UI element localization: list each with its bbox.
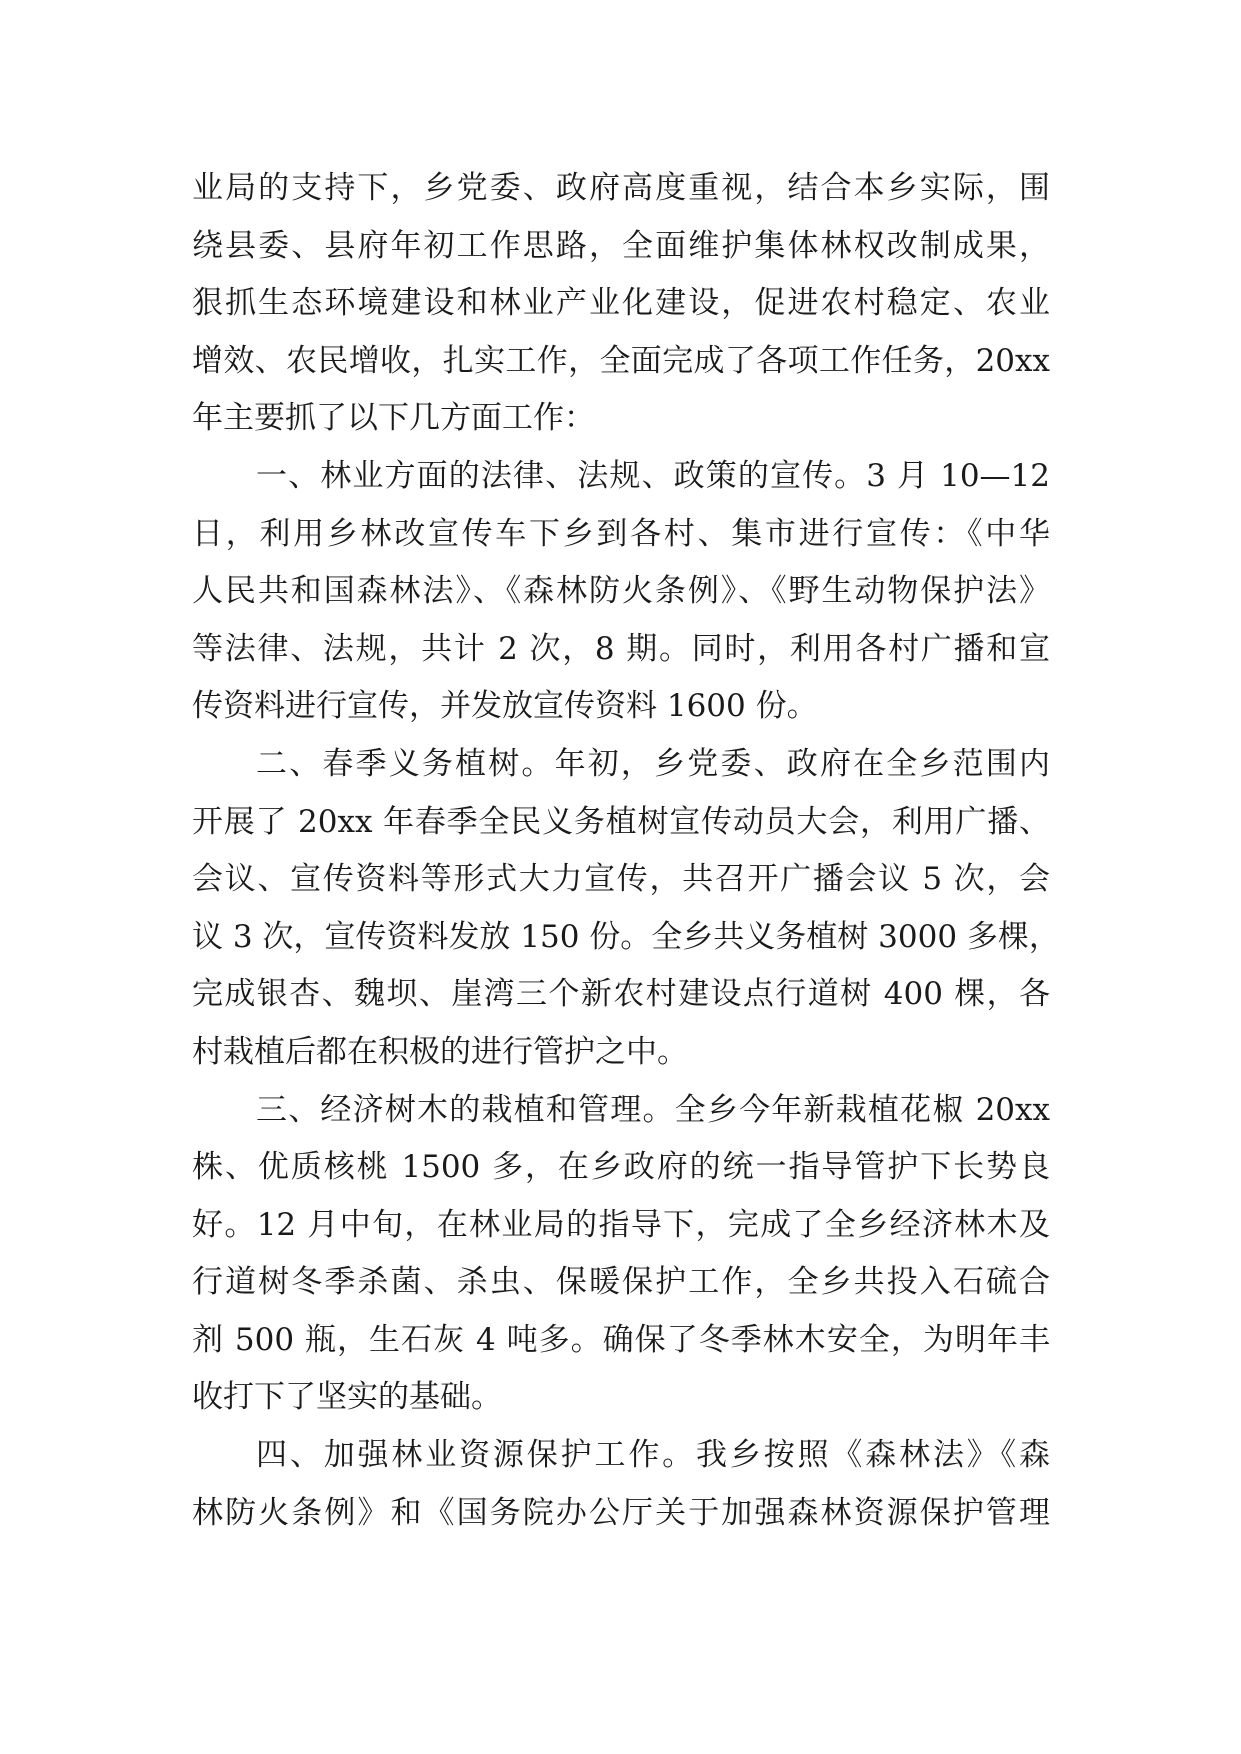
text-line: 开展了 20xx 年春季全民义务植树宣传动员大会，利用广播、	[192, 803, 1050, 840]
text-line: 四、加强林业资源保护工作。我乡按照《森林法》《森	[256, 1437, 1050, 1474]
text-line: 会议、宣传资料等形式大力宣传，共召开广播会议 5 次，会	[192, 861, 1050, 898]
paragraph	[192, 1427, 1050, 1542]
text-line: 日，利用乡林改宣传车下乡到各村、集市进行宣传：《中华	[192, 515, 1050, 552]
text-line: 等法律、法规，共计 2 次，8 期。同时，利用各村广播和宣	[192, 630, 1050, 667]
text-line: 议 3 次，宣传资料发放 150 份。全乡共义务植树 3000 多棵，	[192, 918, 1060, 955]
paragraph	[192, 736, 1060, 1082]
text-line: 年主要抓了以下几方面工作：	[192, 400, 595, 437]
text-line: 一、林业方面的法律、法规、政策的宣传。3 月 10—12	[256, 457, 1050, 494]
text-line: 村栽植后都在积极的进行管护之中。	[192, 1033, 688, 1070]
text-line: 业局的支持下，乡党委、政府高度重视，结合本乡实际，围	[192, 170, 1050, 206]
text-line: 三、经济树木的栽植和管理。全乡今年新栽植花椒 20xx	[256, 1091, 1050, 1128]
text-line: 传资料进行宣传，并发放宣传资料 1600 份。	[192, 688, 818, 725]
paragraph	[192, 1082, 1050, 1428]
text-line: 二、春季义务植树。年初，乡党委、政府在全乡范围内	[256, 745, 1050, 782]
text-line: 人民共和国森林法》、《森林防火条例》、《野生动物保护法》	[192, 573, 1050, 610]
text-line: 行道树冬季杀菌、杀虫、保暖保护工作，全乡共投入石硫合	[192, 1264, 1050, 1301]
paragraph	[192, 160, 1050, 448]
text-line: 株、优质核桃 1500 多，在乡政府的统一指导管护下长势良	[192, 1149, 1050, 1186]
text-line: 狠抓生态环境建设和林业产业化建设，促进农村稳定、农业	[192, 285, 1050, 322]
document-body	[192, 160, 1060, 1542]
text-line: 林防火条例》和《国务院办公厅关于加强森林资源保护管理	[192, 1494, 1050, 1531]
text-line: 增效、农民增收，扎实工作，全面完成了各项工作任务，20xx	[192, 342, 1050, 379]
text-line: 收打下了坚实的基础。	[192, 1379, 502, 1416]
paragraph	[192, 448, 1050, 736]
text-line: 绕县委、县府年初工作思路，全面维护集体林权改制成果，	[192, 227, 1050, 264]
text-line: 完成银杏、魏坝、崖湾三个新农村建设点行道树 400 棵，各	[192, 976, 1050, 1013]
text-line: 剂 500 瓶，生石灰 4 吨多。确保了冬季林木安全，为明年丰	[192, 1321, 1050, 1358]
text-line: 好。12 月中旬，在林业局的指导下，完成了全乡经济林木及	[192, 1206, 1050, 1243]
